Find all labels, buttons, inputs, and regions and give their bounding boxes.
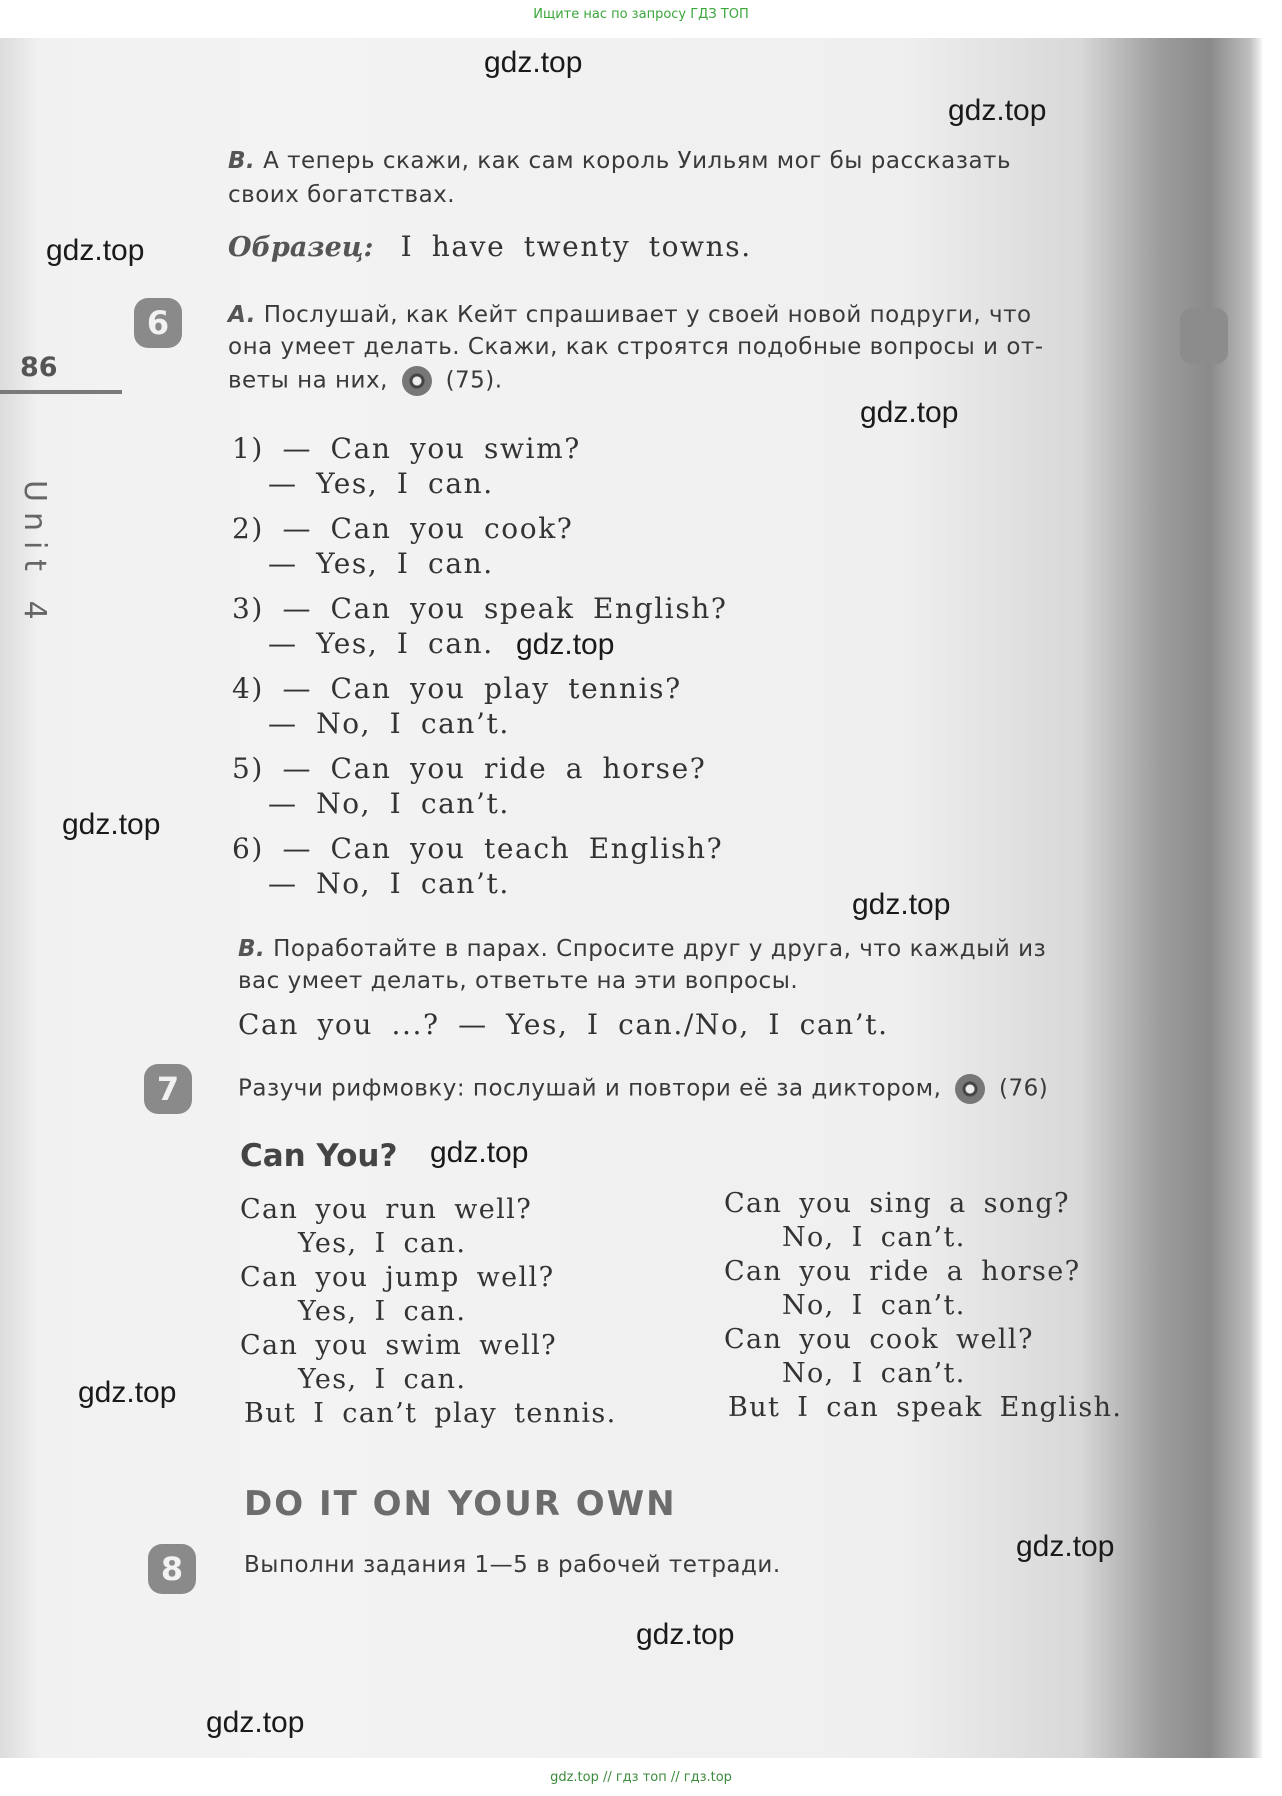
task5b-sample [228,230,752,263]
sample-label: Образец: [228,232,374,263]
task6a-line1 [228,302,1032,328]
task5b-letter: B. [228,148,256,174]
dialogue-question: 5) — Can you ride a horse? [232,752,707,785]
task6b-letter: B. [238,936,266,962]
poem-title: Can You? [240,1138,398,1174]
audio-disc-icon [955,1074,985,1104]
task6b-line1 [238,936,1046,962]
poem-right-line: Can you sing a song? [724,1188,1070,1219]
task8-text: Выполни задания 1—5 в рабочей тетради. [244,1552,781,1578]
poem-right-line: No, I can’t. [782,1290,966,1321]
poem-left-line: Yes, I can. [298,1296,467,1327]
poem-right-line: Can you ride a horse? [724,1256,1081,1287]
dialogue-question: 2) — Can you cook? [232,512,574,545]
page-number-rule [0,390,122,394]
watermark: gdz.top [860,396,959,429]
dialogue-answer: — Yes, I can. [268,467,494,500]
poem-right-line: No, I can’t. [782,1358,966,1389]
bottom-banner: gdz.top // гдз топ // гдз.top [550,1770,732,1785]
dialogue-answer: — No, I can’t. [268,867,510,900]
poem-right-line: No, I can’t. [782,1222,966,1253]
watermark: gdz.top [46,234,145,267]
poem-right-line: Can you cook well? [724,1324,1034,1355]
poem-right-line: But I can speak English. [728,1392,1123,1423]
task6b-text-line1: Поработайте в парах. Спросите друг у друга, что каждый из [273,936,1047,962]
poem-left-line: But I can’t play tennis. [244,1398,617,1429]
watermark: gdz.top [78,1376,177,1409]
task7-line [238,1074,1048,1104]
page-number: 86 [20,352,58,383]
task8-number-badge: 8 [148,1544,196,1594]
audio-disc-icon [402,366,432,396]
task5b-line1 [228,148,1011,174]
watermark: gdz.top [948,94,1047,127]
dialogue-answer: — No, I can’t. [268,707,510,740]
watermark: gdz.top [430,1136,529,1169]
task6a-line3 [228,366,503,396]
dialogue-answer: — Yes, I can. [268,627,494,660]
task6a-track: (75). [445,367,503,394]
watermark: gdz.top [636,1618,735,1651]
poem-left-line: Can you run well? [240,1194,533,1225]
task7-number-badge: 7 [144,1064,192,1114]
watermark: gdz.top [62,808,161,841]
dialogue-question: 6) — Can you teach English? [232,832,724,865]
watermark: gdz.top [516,628,615,661]
dialogue-answer: — No, I can’t. [268,787,510,820]
watermark: gdz.top [852,888,951,921]
do-it-heading: DO IT ON YOUR OWN [244,1484,677,1524]
watermark: gdz.top [206,1706,305,1739]
poem-left-line: Can you jump well? [240,1262,555,1293]
right-page-badge [1180,308,1228,364]
task6a-letter: A. [228,302,256,328]
watermark: gdz.top [484,46,583,79]
task6a-text-line1: Послушай, как Кейт спрашивает у своей новой подруги, что [263,302,1032,328]
top-banner: Ищите нас по запросу ГДЗ ТОП [533,7,749,22]
unit-label: Unit 4 [17,480,52,630]
dialogue-question: 3) — Can you speak English? [232,592,728,625]
dialogue-question: 4) — Can you play tennis? [232,672,682,705]
task6b-text-line2: вас умеет делать, ответьте на эти вопросы. [238,968,799,994]
poem-left-line: Can you swim well? [240,1330,558,1361]
task5b-text-line2: своих богатствах. [228,182,456,208]
task5b-text-line1: А теперь скажи, как сам король Уильям мог бы рассказать [263,148,1011,174]
task6b-pattern: Can you ...? — Yes, I can./No, I can’t. [238,1008,889,1041]
task7-text: Разучи рифмовку: послушай и повтори её за диктором, [238,1075,942,1102]
watermark: gdz.top [1016,1530,1115,1563]
dialogue-question: 1) — Can you swim? [232,432,581,465]
dialogue-answer: — Yes, I can. [268,547,494,580]
task7-track: (76) [999,1075,1049,1102]
task6a-text-line2: она умеет делать. Скажи, как строятся подобные вопросы и от- [228,334,1044,360]
task6a-text-line3: веты на них, [228,367,388,394]
sample-text: I have twenty towns. [400,230,752,263]
task6-number-badge: 6 [134,298,182,348]
poem-left-line: Yes, I can. [298,1228,467,1259]
poem-left-line: Yes, I can. [298,1364,467,1395]
